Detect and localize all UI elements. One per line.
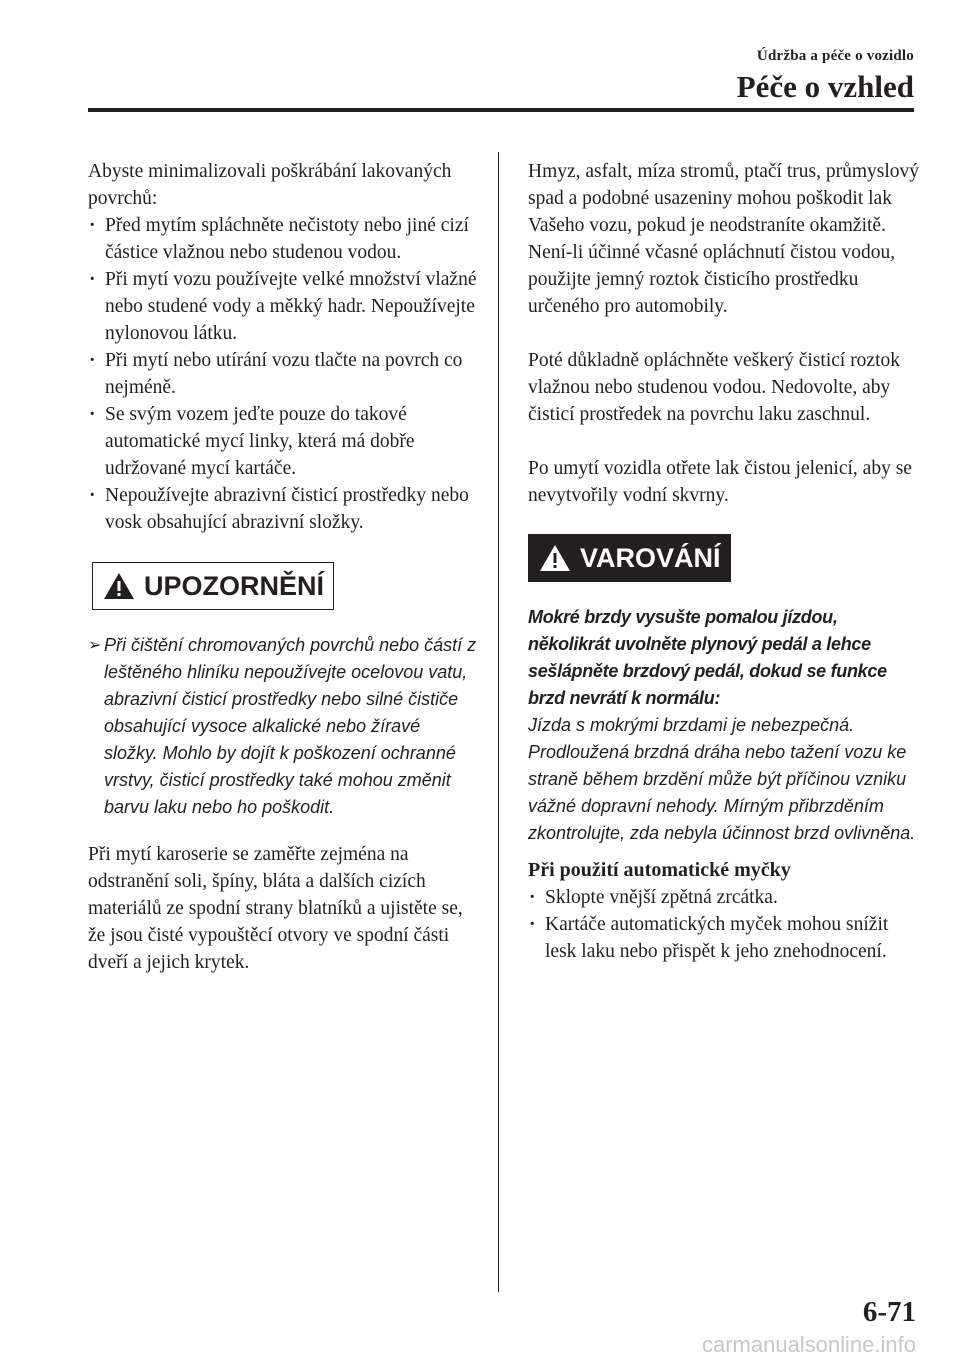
list-item: · Při mytí vozu používejte velké množství vlažné nebo studené vody a měkký hadr. Nepoužívejte nylonovou látku. — [88, 266, 478, 347]
caution-label: UPOZORNĚNÍ — [144, 570, 325, 601]
arrow-bullet-icon: ➢ — [88, 637, 102, 654]
caution-item — [88, 632, 478, 821]
left-column — [88, 158, 478, 976]
scratch-bullet-list — [88, 212, 478, 536]
list-item: · Nepoužívejte abrazivní čisticí prostředky nebo vosk obsahující abrazivní složky. — [88, 482, 478, 536]
section-title: Údržba a péče o vozidlo — [756, 48, 914, 64]
list-item: · Při mytí nebo utírání vozu tlačte na povrch co nejméně. — [88, 347, 478, 401]
warning-body-text: Jízda s mokrými brzdami je nebezpečná. Prodloužená brzdná dráha nebo tažení vozu ke straně během brzdění může být příčinou vzniku vážné dopravní nehody. Mírným přibrzděním zkontrolujte, zda nebyla účinnost brzd ovlivněna. — [528, 715, 916, 843]
page-header — [737, 48, 914, 105]
watermark: carmanualsonline.info — [701, 1332, 916, 1357]
warning-bold-text: Mokré brzdy vysušte pomalou jízdou, několikrát uvolněte plynový pedál a lehce sešlápněte brzdový pedál, dokud se funkce brzd nevrátí k normálu: — [528, 607, 887, 708]
caution-text: Při čištění chromovaných povrchů nebo částí z leštěného hliníku nepoužívejte ocelovou vatu, abrazivní čisticí prostředky nebo silné čističe obsahující vysoce alkalické nebo žíravé složky. Mohlo by dojít k poškození ochranné vrstvy, čisticí prostředky také mohou změnit barvu laku nebo ho poškodit. — [104, 635, 477, 817]
body-paragraph: Při mytí karoserie se zaměřte zejména na odstranění soli, špíny, bláta a dalších cizích materiálů ze spodní strany blatníků a ujistěte se, že jsou čisté vypouštěcí otvory ve spodní části dveří a jejich krytek. — [88, 844, 463, 973]
warning-triangle-icon — [538, 543, 572, 573]
list-item: · Se svým vozem jeďte pouze do takové automatické mycí linky, která má dobře udržované mycí kartáče. — [88, 401, 478, 482]
warning-label: VAROVÁNÍ — [580, 542, 721, 573]
caution-label-box — [92, 562, 334, 610]
subheading: Při použití automatické myčky — [528, 859, 791, 881]
caution-box — [88, 562, 478, 610]
intro-text: Abyste minimalizovali poškrábání lakovaných povrchů: — [88, 161, 452, 209]
warning-box — [528, 534, 920, 582]
header-rule — [88, 108, 914, 112]
body-paragraph: Hmyz, asfalt, míza stromů, ptačí trus, průmyslový spad a podobné usazeniny mohou poškodit lak Vašeho vozu, pokud je neodstraníte okamžitě. Není-li účinné včasné opláchnutí čistou vodou, použijte jemný roztok čisticího prostředku určeného pro automobily. — [528, 161, 920, 317]
warning-triangle-icon — [102, 571, 136, 601]
page-title: Péče o vzhled — [736, 69, 914, 104]
list-item: · Sklopte vnější zpětná zrcátka. — [528, 884, 920, 911]
car-wash-bullet-list — [528, 884, 920, 965]
caution-text-block — [88, 632, 478, 821]
list-item: · Před mytím spláchněte nečistoty nebo jiné cizí částice vlažnou nebo studenou vodou. — [88, 212, 478, 266]
list-item: · Kartáče automatických myček mohou snížit lesk laku nebo přispět k jeho znehodnocení. — [528, 911, 920, 965]
column-divider — [498, 152, 499, 1292]
page-number: 6-71 — [862, 1296, 916, 1328]
warning-label-box — [528, 534, 731, 582]
right-column — [528, 158, 920, 965]
body-paragraph: Po umytí vozidla otřete lak čistou jelenicí, aby se nevytvořily vodní skvrny. — [528, 458, 912, 506]
body-paragraph: Poté důkladně opláchněte veškerý čisticí roztok vlažnou nebo studenou vodou. Nedovolte, aby čisticí prostředek na povrchu laku zaschnul. — [528, 350, 901, 425]
